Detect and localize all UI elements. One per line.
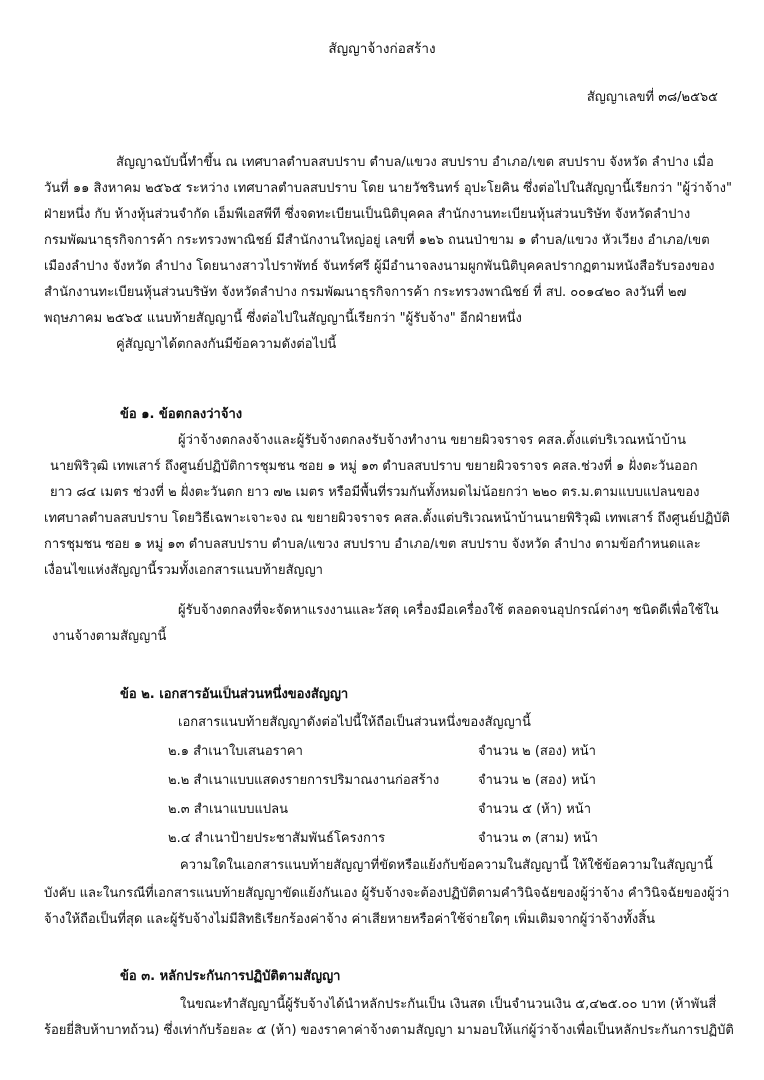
preamble-line: สำนักงานทะเบียนหุ้นส่วนบริษัท จังหวัดลำปาง กรมพัฒนาธุรกิจการค้า กระทรวงพาณิชย์ ที่ สป. ๐๐๑๔๒๐ ลงวันที่ ๒๗ <box>44 285 687 300</box>
preamble-line: เมืองลำปาง จังหวัด ลำปาง โดยนางสาวไปราพัทธ์ จันทร์ศรี ผู้มีอำนาจลงนามผูกพันนิติบุคคลปรากฏตามหนังสือรับรองของ <box>44 259 715 274</box>
clause-2-line: จ้างให้ถือเป็นที่สุด และผู้รับจ้างไม่มีสิทธิเรียกร้องค่าจ้าง ค่าเสียหายหรือค่าใช้จ่ายใดๆ เพิ่มเติมจากผู้ว่าจ้างทั้งสิ้น <box>44 912 656 927</box>
clause-3-line: ร้อยยี่สิบห้าบาทถ้วน) ซึ่งเท่ากับร้อยละ ๕ (ห้า) ของราคาค่าจ้างตามสัญญา มามอบให้แก่ผู้ว่าจ้างเพื่อเป็นหลักประกันการปฏิบัติ <box>44 1023 734 1038</box>
clause-1-line: ผู้รับจ้างตกลงที่จะจัดหาแรงงานและวัสดุ เครื่องมือเครื่องใช้ ตลอดจนอุปกรณ์ต่างๆ ชนิดดีเพื่อใช้ใน <box>178 603 719 618</box>
attachment-item-label: ๒.๒ สำเนาแบบแสดงรายการปริมาณงานก่อสร้าง <box>168 773 440 788</box>
attachment-item-label: ๒.๔ สำเนาป้ายประชาสัมพันธ์โครงการ <box>168 831 386 846</box>
preamble-line: ฝ่ายหนึ่ง กับ ห้างหุ้นส่วนจำกัด เอ็มพีเอสพีที ซึ่งจดทะเบียนเป็นนิติบุคคล สำนักงานทะเบียนหุ้นส่วนบริษัท จังหวัดลำปาง <box>44 207 691 222</box>
clause-1-line: การชุมชน ซอย ๑ หมู่ ๑๓ ตำบลสบปราบ ตำบล/แขวง สบปราบ อำเภอ/เขต สบปราบ จังหวัด ลำปาง ตามข้อกำหนดและ <box>44 537 701 552</box>
clause-2-line: บังคับ และในกรณีที่เอกสารแนบท้ายสัญญาขัดแย้งกันเอง ผู้รับจ้างจะต้องปฏิบัติตามคำวินิจฉัยของผู้ว่าจ้าง คำวินิจฉัยของผู้ว่า <box>44 886 730 901</box>
clause-1-line: งานจ้างตามสัญญานี้ <box>52 629 167 644</box>
clause-1-line: ยาว ๘๔ เมตร ช่วงที่ ๒ ฝั่งตะวันตก ยาว ๗๒ เมตร หรือมีพื้นที่รวมกันทั้งหมดไม่น้อยกว่า ๒๒๐ ตร.ม.ตามแบบแปลนของ <box>50 485 700 500</box>
clause-2-intro: เอกสารแนบท้ายสัญญาดังต่อไปนี้ให้ถือเป็นส่วนหนึ่งของสัญญานี้ <box>178 715 531 730</box>
clause-1-line: เทศบาลตำบลสบปราบ โดยวิธีเฉพาะเจาะจง ณ ขยายผิวจราจร คสล.ตั้งแต่บริเวณหน้าบ้านนายพิริวุฒิ เทพเสาร์ ถึงศูนย์ปฏิบัติ <box>44 511 731 526</box>
preamble-line: กรมพัฒนาธุรกิจการค้า กระทรวงพาณิชย์ มีสำนักงานใหญ่อยู่ เลขที่ ๑๒๖ ถนนป่าขาม ๑ ตำบล/แขวง หัวเวียง อำเภอ/เขต <box>44 233 710 248</box>
clause-3-line: ในขณะทำสัญญานี้ผู้รับจ้างได้นำหลักประกันเป็น เงินสด เป็นจำนวนเงิน ๕,๔๒๕.๐๐ บาท (ห้าพันสี่ <box>180 997 717 1012</box>
preamble-line: คู่สัญญาได้ตกลงกันมีข้อความดังต่อไปนี้ <box>116 337 337 352</box>
clause-1-line: เงื่อนไขแห่งสัญญานี้รวมทั้งเอกสารแนบท้ายสัญญา <box>44 563 323 578</box>
clause-1-heading: ข้อ ๑. ข้อตกลงว่าจ้าง <box>120 407 243 422</box>
attachment-item-pages: จำนวน ๕ (ห้า) หน้า <box>478 802 591 817</box>
preamble-line: พฤษภาคม ๒๕๖๕ แนบท้ายสัญญานี้ ซึ่งต่อไปในสัญญานี้เรียกว่า "ผู้รับจ้าง" อีกฝ่ายหนึ่ง <box>44 311 522 326</box>
clause-1-line: ผู้ว่าจ้างตกลงจ้างและผู้รับจ้างตกลงรับจ้างทำงาน ขยายผิวจราจร คสล.ตั้งแต่บริเวณหน้าบ้าน <box>178 433 687 448</box>
document-title: สัญญาจ้างก่อสร้าง <box>328 41 436 57</box>
contract-number: สัญญาเลขที่ ๓๘/๒๕๖๕ <box>586 90 718 105</box>
clause-2-line: ความใดในเอกสารแนบท้ายสัญญาที่ขัดหรือแย้งกับข้อความในสัญญานี้ ให้ใช้ข้อความในสัญญานี้ <box>180 858 713 873</box>
preamble-line: สัญญาฉบับนี้ทำขึ้น ณ เทศบาลตำบลสบปราบ ตำบล/แขวง สบปราบ อำเภอ/เขต สบปราบ จังหวัด ลำปาง เมื่อ <box>116 155 714 170</box>
attachment-item-label: ๒.๑ สำเนาใบเสนอราคา <box>168 744 303 759</box>
attachment-item-label: ๒.๓ สำเนาแบบแปลน <box>168 802 288 817</box>
attachment-item-pages: จำนวน ๒ (สอง) หน้า <box>478 773 596 788</box>
attachment-item-pages: จำนวน ๓ (สาม) หน้า <box>478 831 598 846</box>
clause-1-line: นายพิริวุฒิ เทพเสาร์ ถึงศูนย์ปฏิบัติการชุมชน ซอย ๑ หมู่ ๑๓ ตำบลสบปราบ ขยายผิวจราจร คสล.ช่วงที่ ๑ ฝั่งตะวันออก <box>50 459 698 474</box>
preamble-line: วันที่ ๑๑ สิงหาคม ๒๕๖๕ ระหว่าง เทศบาลตำบลสบปราบ โดย นายวัชรินทร์ อุปะโยคิน ซึ่งต่อไปในสัญญานี้เรียกว่า "ผู้ว่าจ้าง" <box>44 181 732 196</box>
attachment-item-pages: จำนวน ๒ (สอง) หน้า <box>478 744 596 759</box>
clause-3-heading: ข้อ ๓. หลักประกันการปฏิบัติตามสัญญา <box>120 969 341 984</box>
clause-2-heading: ข้อ ๒. เอกสารอันเป็นส่วนหนึ่งของสัญญา <box>120 687 349 702</box>
